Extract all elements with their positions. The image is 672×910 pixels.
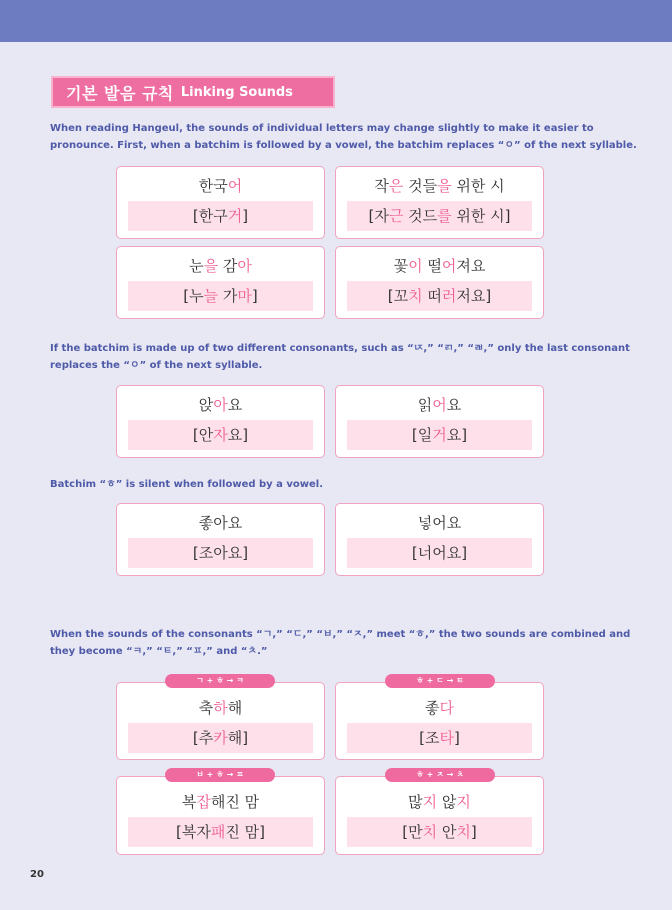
pronunciation: [안자요] — [128, 420, 313, 450]
double-batchim-paragraph — [50, 340, 630, 374]
example-card-3 — [116, 246, 325, 319]
pronunciation: [추카해] — [128, 723, 313, 753]
silent-h-line-1: Batchim “ㅎ” is silent when followed by a vowel. — [50, 479, 324, 490]
example-word: 앉아요 — [198, 396, 243, 414]
page-number: 20 — [30, 869, 44, 880]
example-word: 눈을 감아 — [189, 257, 252, 275]
example-word: 넣어요 — [417, 514, 462, 532]
example-card-9 — [116, 682, 325, 760]
example-card-4 — [335, 246, 544, 319]
example-word: 많지 않지 — [408, 793, 471, 811]
section-title-korean: 기본 발음 규칙 — [66, 83, 174, 103]
pronunciation: [일거요] — [347, 420, 532, 450]
example-card-10 — [335, 682, 544, 760]
rule-tag-t: ㅎ + ㄷ → ㅌ — [385, 674, 495, 688]
example-card-1 — [116, 166, 325, 239]
section-title — [51, 76, 335, 108]
example-word: 복잡해진 맘 — [181, 793, 260, 811]
rule-tag-p: ㅂ + ㅎ → ㅍ — [165, 768, 275, 782]
pronunciation: [조아요] — [128, 538, 313, 568]
aspiration-paragraph — [50, 626, 631, 660]
intro-line-1: When reading Hangeul, the sounds of individual letters may change slightly to make it easier to — [50, 123, 594, 134]
pronunciation: [한구거] — [128, 201, 313, 231]
example-word: 한국어 — [198, 177, 243, 195]
pronunciation: [너어요] — [347, 538, 532, 568]
pronunciation: [자근 것드를 위한 시] — [347, 201, 532, 231]
example-card-8 — [335, 503, 544, 576]
example-card-6 — [335, 385, 544, 458]
double-batchim-line-1: If the batchim is made up of two different consonants, such as “ㄵ,” “ㄺ,” “ㄼ,” only the last consonant — [50, 343, 630, 354]
example-word: 작은 것들을 위한 시 — [374, 177, 505, 195]
aspiration-line-1: When the sounds of the consonants “ㄱ,” “ㄷ,” “ㅂ,” “ㅈ,” meet “ㅎ,” the two sounds are combined and — [50, 629, 631, 640]
example-word: 좋다 — [425, 699, 454, 717]
silent-h-paragraph — [50, 476, 625, 493]
pronunciation: [꼬치 떠러저요] — [347, 281, 532, 311]
example-word: 좋아요 — [198, 514, 243, 532]
rule-tag-k: ㄱ + ㅎ → ㅋ — [165, 674, 275, 688]
example-card-11 — [116, 776, 325, 855]
pronunciation: [조타] — [347, 723, 532, 753]
intro-line-2: pronounce. First, when a batchim is followed by a vowel, the batchim replaces “ㅇ” of the next syllable. — [50, 140, 637, 151]
example-card-7 — [116, 503, 325, 576]
example-word: 꽃이 떨어져요 — [393, 257, 486, 275]
pronunciation: [복자패진 맘] — [128, 817, 313, 847]
rule-tag-ch: ㅎ + ㅈ → ㅊ — [385, 768, 495, 782]
intro-paragraph — [50, 120, 637, 154]
example-card-12 — [335, 776, 544, 855]
pronunciation: [만치 안치] — [347, 817, 532, 847]
aspiration-line-2: they become “ㅋ,” “ㅌ,” “ㅍ,” and “ㅊ.” — [50, 646, 268, 657]
example-word: 읽어요 — [417, 396, 462, 414]
pronunciation: [누늘 가마] — [128, 281, 313, 311]
double-batchim-line-2: replaces the “ㅇ” of the next syllable. — [50, 360, 263, 371]
example-word: 축하해 — [198, 699, 243, 717]
top-banner — [0, 0, 672, 42]
section-title-english: Linking Sounds — [180, 84, 293, 100]
example-card-2 — [335, 166, 544, 239]
example-card-5 — [116, 385, 325, 458]
